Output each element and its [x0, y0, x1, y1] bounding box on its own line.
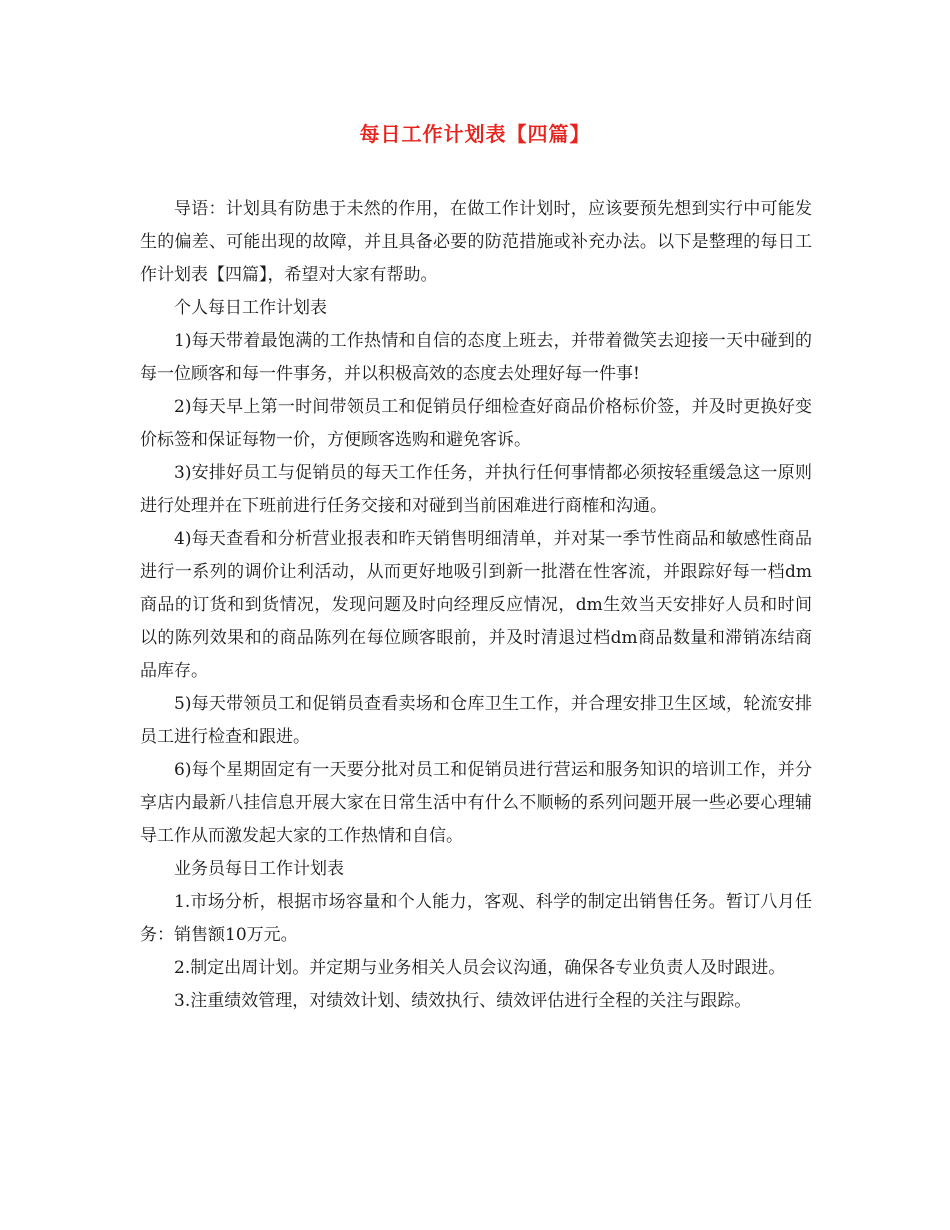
list-item: 2)每天早上第一时间带领员工和促销员仔细检查好商品价格标价签，并及时更换好变价标签和保证每物一价，方便顾客选购和避免客诉。 — [140, 397, 812, 450]
document-body — [140, 193, 812, 1018]
document-title: 每日工作计划表【四篇】 — [359, 122, 591, 146]
section-heading-personal-plan: 个人每日工作计划表 — [174, 298, 327, 318]
section-heading-salesperson-plan: 业务员每日工作计划表 — [174, 859, 344, 879]
intro-paragraph: 导语：计划具有防患于未然的作用，在做工作计划时，应该要预先想到实行中可能发生的偏差、可能出现的故障，并且具备必要的防范措施或补充办法。以下是整理的每日工作计划表【四篇】，希望对大家有帮助。 — [140, 199, 812, 285]
list-item: 6)每个星期固定有一天要分批对员工和促销员进行营运和服务知识的培训工作，并分享店内最新八挂信息开展大家在日常生活中有什么不顺畅的系列问题开展一些必要心理辅导工作从而激发起大家的工作热情和自信。 — [140, 760, 812, 846]
list-item: 3.注重绩效管理，对绩效计划、绩效执行、绩效评估进行全程的关注与跟踪。 — [174, 991, 752, 1011]
list-item: 1)每天带着最饱满的工作热情和自信的态度上班去，并带着微笑去迎接一天中碰到的每一位顾客和每一件事务，并以积极高效的态度去处理好每一件事! — [140, 331, 812, 384]
list-item: 4)每天查看和分析营业报表和昨天销售明细清单，并对某一季节性商品和敏感性商品进行一系列的调价让利活动，从而更好地吸引到新一批潜在性客流，并跟踪好每一档dm商品的订货和到货情况，发现问题及时向经理反应情况，dm生效当天安排好人员和时间以的陈列效果和的商品陈列在每位顾客眼前，并及时清退过档dm商品数量和滞销冻结商品库存。 — [140, 529, 812, 681]
list-item: 2.制定出周计划。并定期与业务相关人员会议沟通，确保各专业负责人及时跟进。 — [174, 958, 786, 978]
list-item: 5)每天带领员工和促销员查看卖场和仓库卫生工作，并合理安排卫生区域，轮流安排员工进行检查和跟进。 — [140, 694, 812, 747]
list-item: 1.市场分析，根据市场容量和个人能力，客观、科学的制定出销售任务。暂订八月任务：销售额10万元。 — [140, 892, 812, 945]
list-item: 3)安排好员工与促销员的每天工作任务，并执行任何事情都必须按轻重缓急这一原则进行处理并在下班前进行任务交接和对碰到当前困难进行商榷和沟通。 — [140, 463, 812, 516]
